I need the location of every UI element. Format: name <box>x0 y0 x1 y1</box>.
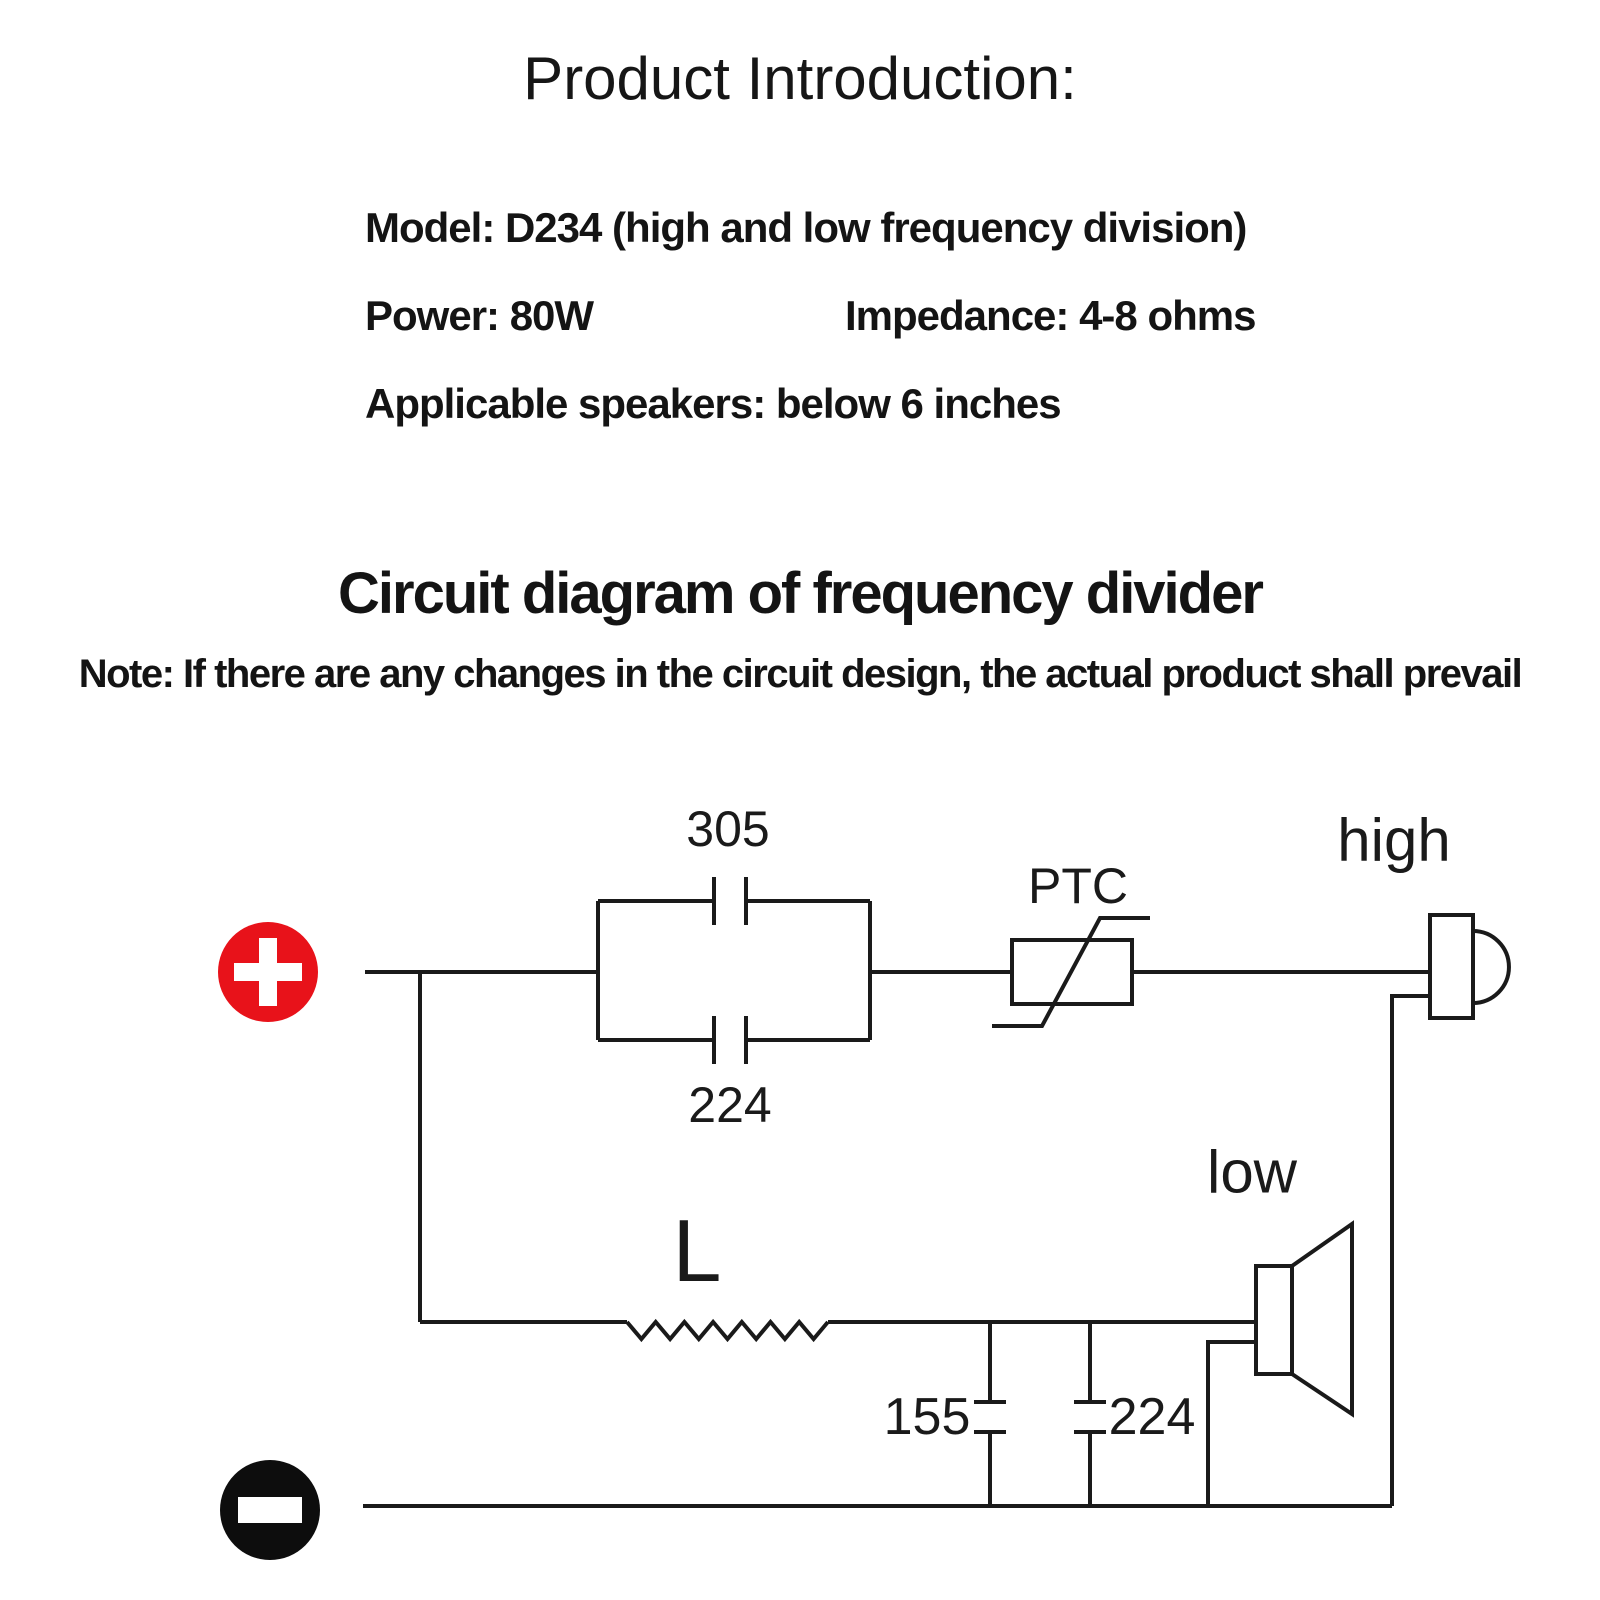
ptc-symbol <box>992 918 1150 1026</box>
minus-terminal-icon <box>220 1460 320 1560</box>
spec-model: Model: D234 (high and low frequency division) <box>365 204 1247 251</box>
high-output-label: high <box>1337 806 1451 874</box>
capacitor-155-label: 155 <box>883 1388 971 1446</box>
low-output-label: low <box>1206 1138 1298 1206</box>
spec-speakers: Applicable speakers: below 6 inches <box>365 380 1061 427</box>
woofer-icon <box>1256 1224 1352 1414</box>
plus-terminal-icon <box>218 922 318 1022</box>
parallel-capacitor-network <box>598 877 870 1064</box>
tweeter-icon <box>1430 915 1509 1018</box>
capacitor-305-label: 305 <box>686 801 770 857</box>
ptc-label: PTC <box>1028 858 1128 914</box>
page-title: Product Introduction: <box>523 45 1077 112</box>
capacitor-224b-label: 224 <box>1108 1388 1196 1446</box>
shunt-capacitors <box>974 1322 1106 1506</box>
spec-power: Power: 80W <box>365 292 594 339</box>
inductor-symbol <box>627 1322 828 1339</box>
spec-impedance: Impedance: 4-8 ohms <box>845 292 1256 339</box>
diagram-note: Note: If there are any changes in the circuit design, the actual product shall prevail <box>78 652 1522 696</box>
capacitor-224-label: 224 <box>688 1077 772 1133</box>
inductor-label: L <box>672 1201 722 1300</box>
diagram-heading: Circuit diagram of frequency divider <box>338 561 1262 626</box>
